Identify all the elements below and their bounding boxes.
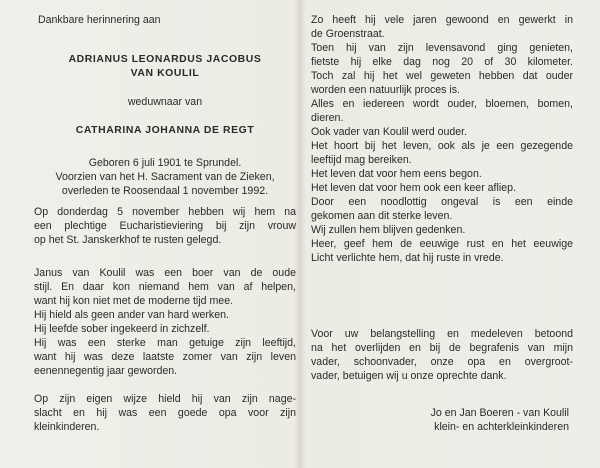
poem-line: Het hoort bij het leven, ook als je een gezegende: [311, 140, 573, 152]
poem-line: Zo heeft hij vele jaren gewoond en gewerkt in: [311, 14, 573, 26]
died-text: overleden te Roosendaal 1 november 1992.: [61, 185, 269, 197]
funeral-line: op het St. Janskerkhof te rusten gelegd.: [34, 234, 222, 246]
poem-line: Door een noodlottig ongeval is een einde: [311, 196, 573, 208]
born-text: Geboren 6 juli 1901 te Sprundel.: [88, 157, 242, 169]
poem-line: Toch zal hij het wel geweten hebben dat ouder: [311, 70, 573, 82]
story-line: want hij was deze laatste zomer van zijn leven: [34, 351, 296, 363]
deceased-name-line2: VAN KOULIL: [130, 68, 200, 79]
funeral-line: Op donderdag 5 november hebben wij hem na: [34, 206, 296, 218]
thanks-line: vader, betuigen wij u onze oprechte dank.: [311, 370, 507, 382]
signature-family: klein- en achterkleinkinderen: [434, 421, 569, 433]
poem-line: Ook vader van Koulil werd ouder.: [311, 126, 468, 138]
thanks-line: vader, schoonvader, onze opa en overgroot-: [311, 356, 573, 368]
intro-text: Dankbare herinnering aan: [38, 14, 161, 26]
story-line: Hij leefde sober ingekeerd in zichzelf.: [34, 323, 210, 335]
thanks-line: na het overlijden en bij de begrafenis van mijn: [311, 342, 573, 354]
poem-line: dieren.: [311, 112, 344, 124]
story-line: want hij kon niet met de moderne tijd mee.: [34, 295, 234, 307]
poem-line: fietste hij elke dag nog 20 of 30 kilometer.: [311, 56, 573, 68]
thanks-line: Voor uw belangstelling en medeleven betoond: [311, 328, 573, 340]
poem-line: Heer, geef hem de eeuwige rust en het eeuwige: [311, 238, 573, 250]
poem-line: Toen hij van zijn levensavond ging genieten,: [311, 42, 573, 54]
poem-line: Licht verlichte hem, dat hij ruste in vrede.: [311, 252, 504, 264]
poem-line: leeftijd mag bereiken.: [311, 154, 412, 166]
poem-line: gekomen aan dit sterke leven.: [311, 210, 453, 222]
poem-line: worden een natuurlijk proces is.: [311, 84, 460, 96]
deceased-name-line1: ADRIANUS LEONARDUS JACOBUS: [68, 54, 262, 65]
story-line: stijl. En daar kon niemand hem van af helpen,: [34, 281, 296, 293]
story-line: Op zijn eigen wijze hield hij van zijn nage-: [34, 393, 296, 405]
spouse-name: CATHARINA JOHANNA DE REGT: [75, 125, 255, 136]
poem-line: Alles en iedereen wordt ouder, bloemen, bomen,: [311, 98, 573, 110]
widower-text: weduwnaar van: [127, 96, 203, 108]
poem-line: Het leven dat voor hem ook een keer afliep.: [311, 182, 516, 194]
story-line: kleinkinderen.: [34, 421, 100, 433]
story-line: Janus van Koulil was een boer van de oude: [34, 267, 296, 279]
story-line: Hij was een sterke man getuige zijn leeftijd,: [34, 337, 296, 349]
story-line: slacht en hij was een goede opa voor zijn: [34, 407, 296, 419]
story-line: eenennegentig jaar geworden.: [34, 365, 178, 377]
poem-line: Het leven dat voor hem eens begon.: [311, 168, 482, 180]
funeral-line: een plechtige Eucharistieviering bij zijn vrouw: [34, 220, 296, 232]
sacrament-text: Voorzien van het H. Sacrament van de Zieken,: [55, 171, 275, 183]
signature-names: Jo en Jan Boeren - van Koulil: [430, 407, 569, 419]
poem-line: de Groenstraat.: [311, 28, 385, 40]
story-line: Hij hield als geen ander van hard werken.: [34, 309, 229, 321]
poem-line: Wij zullen hem blijven gedenken.: [311, 224, 466, 236]
